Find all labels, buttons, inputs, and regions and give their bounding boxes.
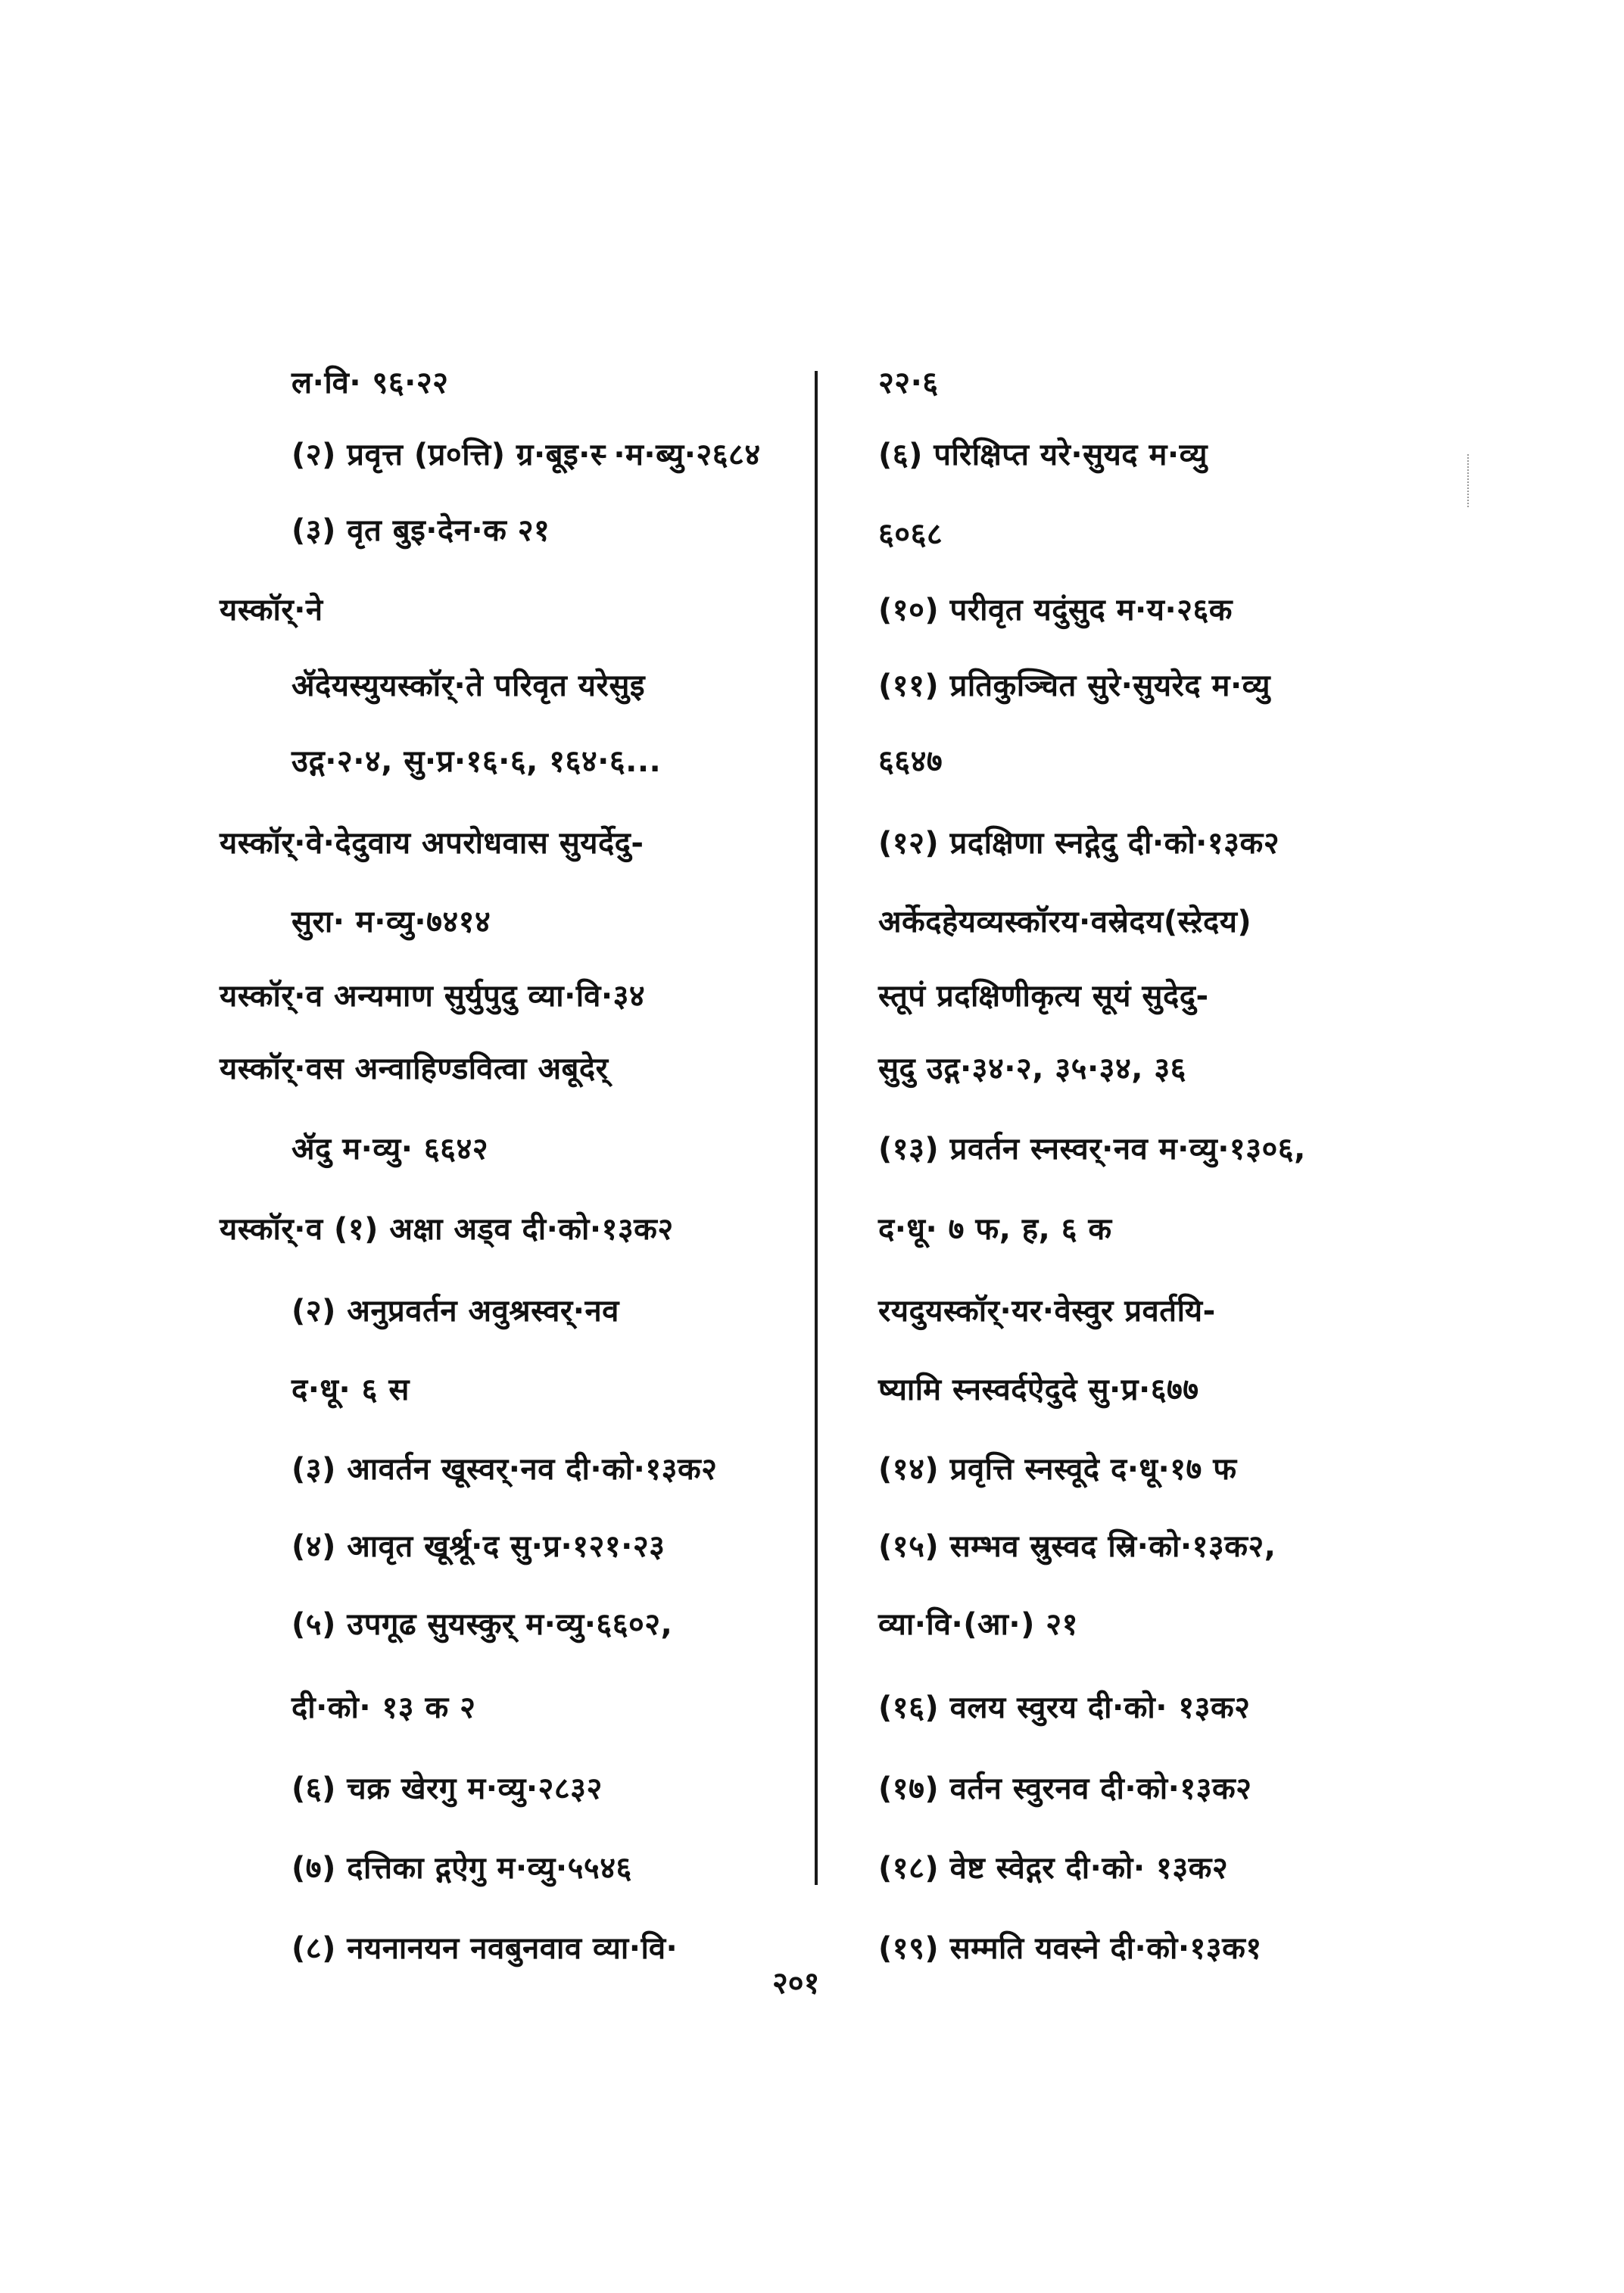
entry-line: (७) दत्तिका द्गऐगु म·व्यु·५५४६	[291, 1851, 632, 1886]
entry-line: ॲदेयस्युयस्कॉर्·ते परिवृत यरेसुइ	[291, 668, 646, 703]
entry-line: यस्कॉर्·ने	[220, 593, 323, 628]
entry-line: (८) नयनानयन नवबुनवाव व्या·वि·	[291, 1931, 678, 1966]
entry-line: (१८) वेष्ट स्वेद्गर दी·को· १३क२	[878, 1851, 1229, 1886]
entry-line: यस्कॉर्·व (१) अक्षा अड्व दी·को·१३क२	[220, 1212, 674, 1247]
entry-line: अर्केदहेयव्यस्कॉरय·वस्रेदय(स्ऱेदय)	[878, 905, 1252, 939]
entry-line: उद्ग·२·४, सु·प्र·१६·६, १६४·६...	[291, 744, 662, 779]
entry-line: (४) आवृत खूर्श्रू·द सु·प्र·१२१·२३	[291, 1529, 665, 1564]
entry-line: सुरा· म·व्यु·७४१४	[291, 905, 491, 939]
entry-line: (३) वृत बुइ·देन·क २१	[291, 513, 550, 548]
page-number: २०१	[772, 1966, 820, 2001]
entry-line: (१७) वर्तन स्वुरनव दी·को·१३क२	[878, 1771, 1252, 1806]
entry-line: (१३) प्रवर्तन स्नस्वर्·नव म·व्यु·१३०६,	[878, 1132, 1306, 1167]
entry-line: (२) प्रवृत्त (प्र०त्ति) ग्र·बूइ·स्‍ ·म·ब्यु·२६८४	[291, 438, 761, 472]
entry-line: (१४) प्रवृत्ति स्नस्वूदे द·धू·१७ फ	[878, 1452, 1237, 1487]
entry-line: (६) चक्र खेरगु म·व्यु·२८३२	[291, 1771, 603, 1806]
entry-line: (१०) परीवृत यदुंसुद म·य·२६क	[878, 593, 1233, 628]
entry-line: द·धू· ७ फ, ह, ६ क	[878, 1212, 1112, 1247]
entry-line: (५) उपगूढ सुयस्कुर् म·व्यु·६६०२,	[291, 1607, 673, 1642]
entry-line: (१५) सम्भव स्रुस्वद स्रि·को·१३क२,	[878, 1529, 1276, 1564]
entry-line: (१९) सम्मति यवस्ने दी·को·१३क१	[878, 1931, 1262, 1966]
column-divider	[815, 371, 818, 1885]
entry-line: (१६) वलय स्वुरय दी·को· १३क२	[878, 1690, 1251, 1725]
entry-line: यस्कॉर्·वे·देदुवाय अपरोधवास सुयर्देदु-	[220, 826, 644, 861]
margin-mark	[1467, 454, 1470, 507]
entry-line: (११) प्रतिकुञ्चित सुरे·सुयरेद म·व्यु	[878, 668, 1271, 703]
entry-line: (२) अनुप्रवर्तन अवुश्रस्वर्·नव	[291, 1294, 619, 1329]
entry-line: स्तूपं प्रदक्षिणीकृत्य सूयं सुदेदु-	[878, 979, 1209, 1014]
entry-line: ल·वि· ९६·२२	[291, 366, 449, 400]
entry-line: ॲदु म·व्यु· ६६४२	[291, 1132, 489, 1167]
entry-line: (३) आवर्तन खूस्वर्·नव दी·को·१३क२	[291, 1452, 718, 1487]
entry-line: २२·६	[878, 366, 939, 400]
entry-line: ६६४७	[878, 744, 943, 779]
entry-line: यस्कॉर्·वस अन्वाहिण्डवित्वा अबूदेर्	[220, 1051, 609, 1086]
entry-line: द·धू· ६ स	[291, 1372, 410, 1407]
entry-line: ष्यामि स्नस्वर्दऐदुदे सु·प्र·६७७	[878, 1372, 1199, 1407]
entry-line: सुदु उद्ग·३४·२, ३५·३४, ३६	[878, 1051, 1186, 1086]
entry-line: व्या·वि·(आ·) २१	[878, 1607, 1078, 1642]
entry-line: रयदुयस्कॉर्·यर·वेस्वुर प्रवर्तयि-	[878, 1294, 1216, 1329]
entry-line: (१२) प्रदक्षिणा स्नद्गेदु दी·को·१३क२	[878, 826, 1280, 861]
entry-line: यस्कॉर्·व अन्यमाण सुर्युपुदु व्या·वि·३४	[220, 979, 646, 1014]
entry-line: ६०६८	[878, 517, 943, 552]
entry-line: (६) परिक्षिप्त यरे·सुयद म·व्यु	[878, 438, 1208, 472]
entry-line: दी·को· १३ क २	[291, 1690, 476, 1725]
